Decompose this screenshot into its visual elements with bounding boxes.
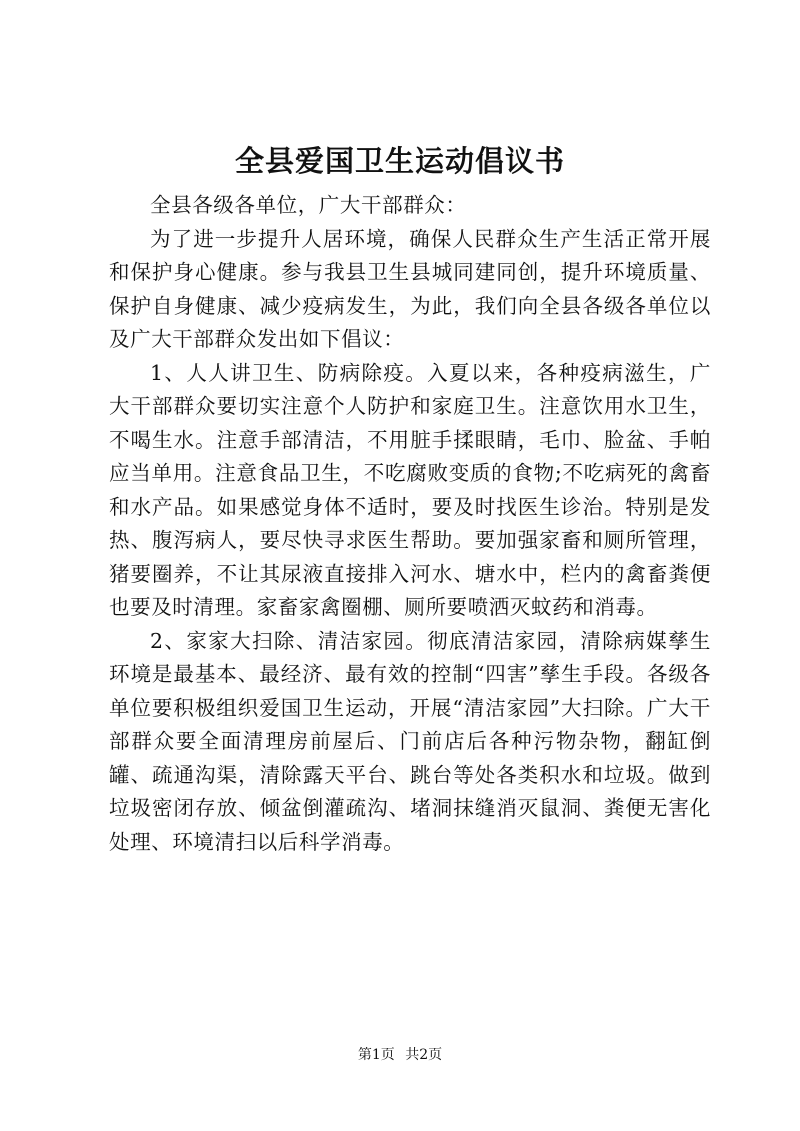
document-body: [109, 189, 711, 859]
paragraph-item-2: 2、家家大扫除、清洁家园。彻底清洁家园，清除病媒孳生环境是最基本、最经济、最有效的控制“四害”孳生手段。各级各单位要积极组织爱国卫生运动，开展“清洁家园”大扫除。广大干部群众要全面清理房前屋后、门前店后各种污物杂物，翻缸倒罐、疏通沟渠，清除露天平台、跳台等处各类积水和垃圾。做到垃圾密闭存放、倾盆倒灌疏沟、堵洞抹缝消灭鼠洞、粪便无害化处理、环境清扫以后科学消毒。: [109, 628, 711, 854]
paragraph-item-1: 1、人人讲卫生、防病除疫。入夏以来，各种疫病滋生，广大干部群众要切实注意个人防护和家庭卫生。注意饮用水卫生，不喝生水。注意手部清洁，不用脏手揉眼睛，毛巾、脸盆、手帕应当单用。注意食品卫生，不吃腐败变质的食物;不吃病死的禽畜和水产品。如果感觉身体不适时，要及时找医生诊治。特别是发热、腹泻病人，要尽快寻求医生帮助。要加强家畜和厕所管理，猪要圈养，不让其尿液直接排入河水、塘水中，栏内的禽畜粪便也要及时清理。家畜家禽圈棚、厕所要喷洒灭蚊药和消毒。: [109, 360, 711, 619]
page-number-current: 第1页: [357, 1047, 395, 1063]
paragraph-intro: 为了进一步提升人居环境，确保人民群众生产生活正常开展和保护身心健康。参与我县卫生县城同建同创，提升环境质量、保护自身健康、减少疫病发生，为此，我们向全县各级各单位以及广大干部群众发出如下倡议：: [109, 226, 711, 351]
page-number-total: 共2页: [405, 1047, 443, 1063]
page-footer: [0, 1045, 800, 1065]
salutation: 全县各级各单位，广大干部群众：: [150, 193, 467, 217]
document-title: 全县爱国卫生运动倡议书: [234, 144, 565, 178]
